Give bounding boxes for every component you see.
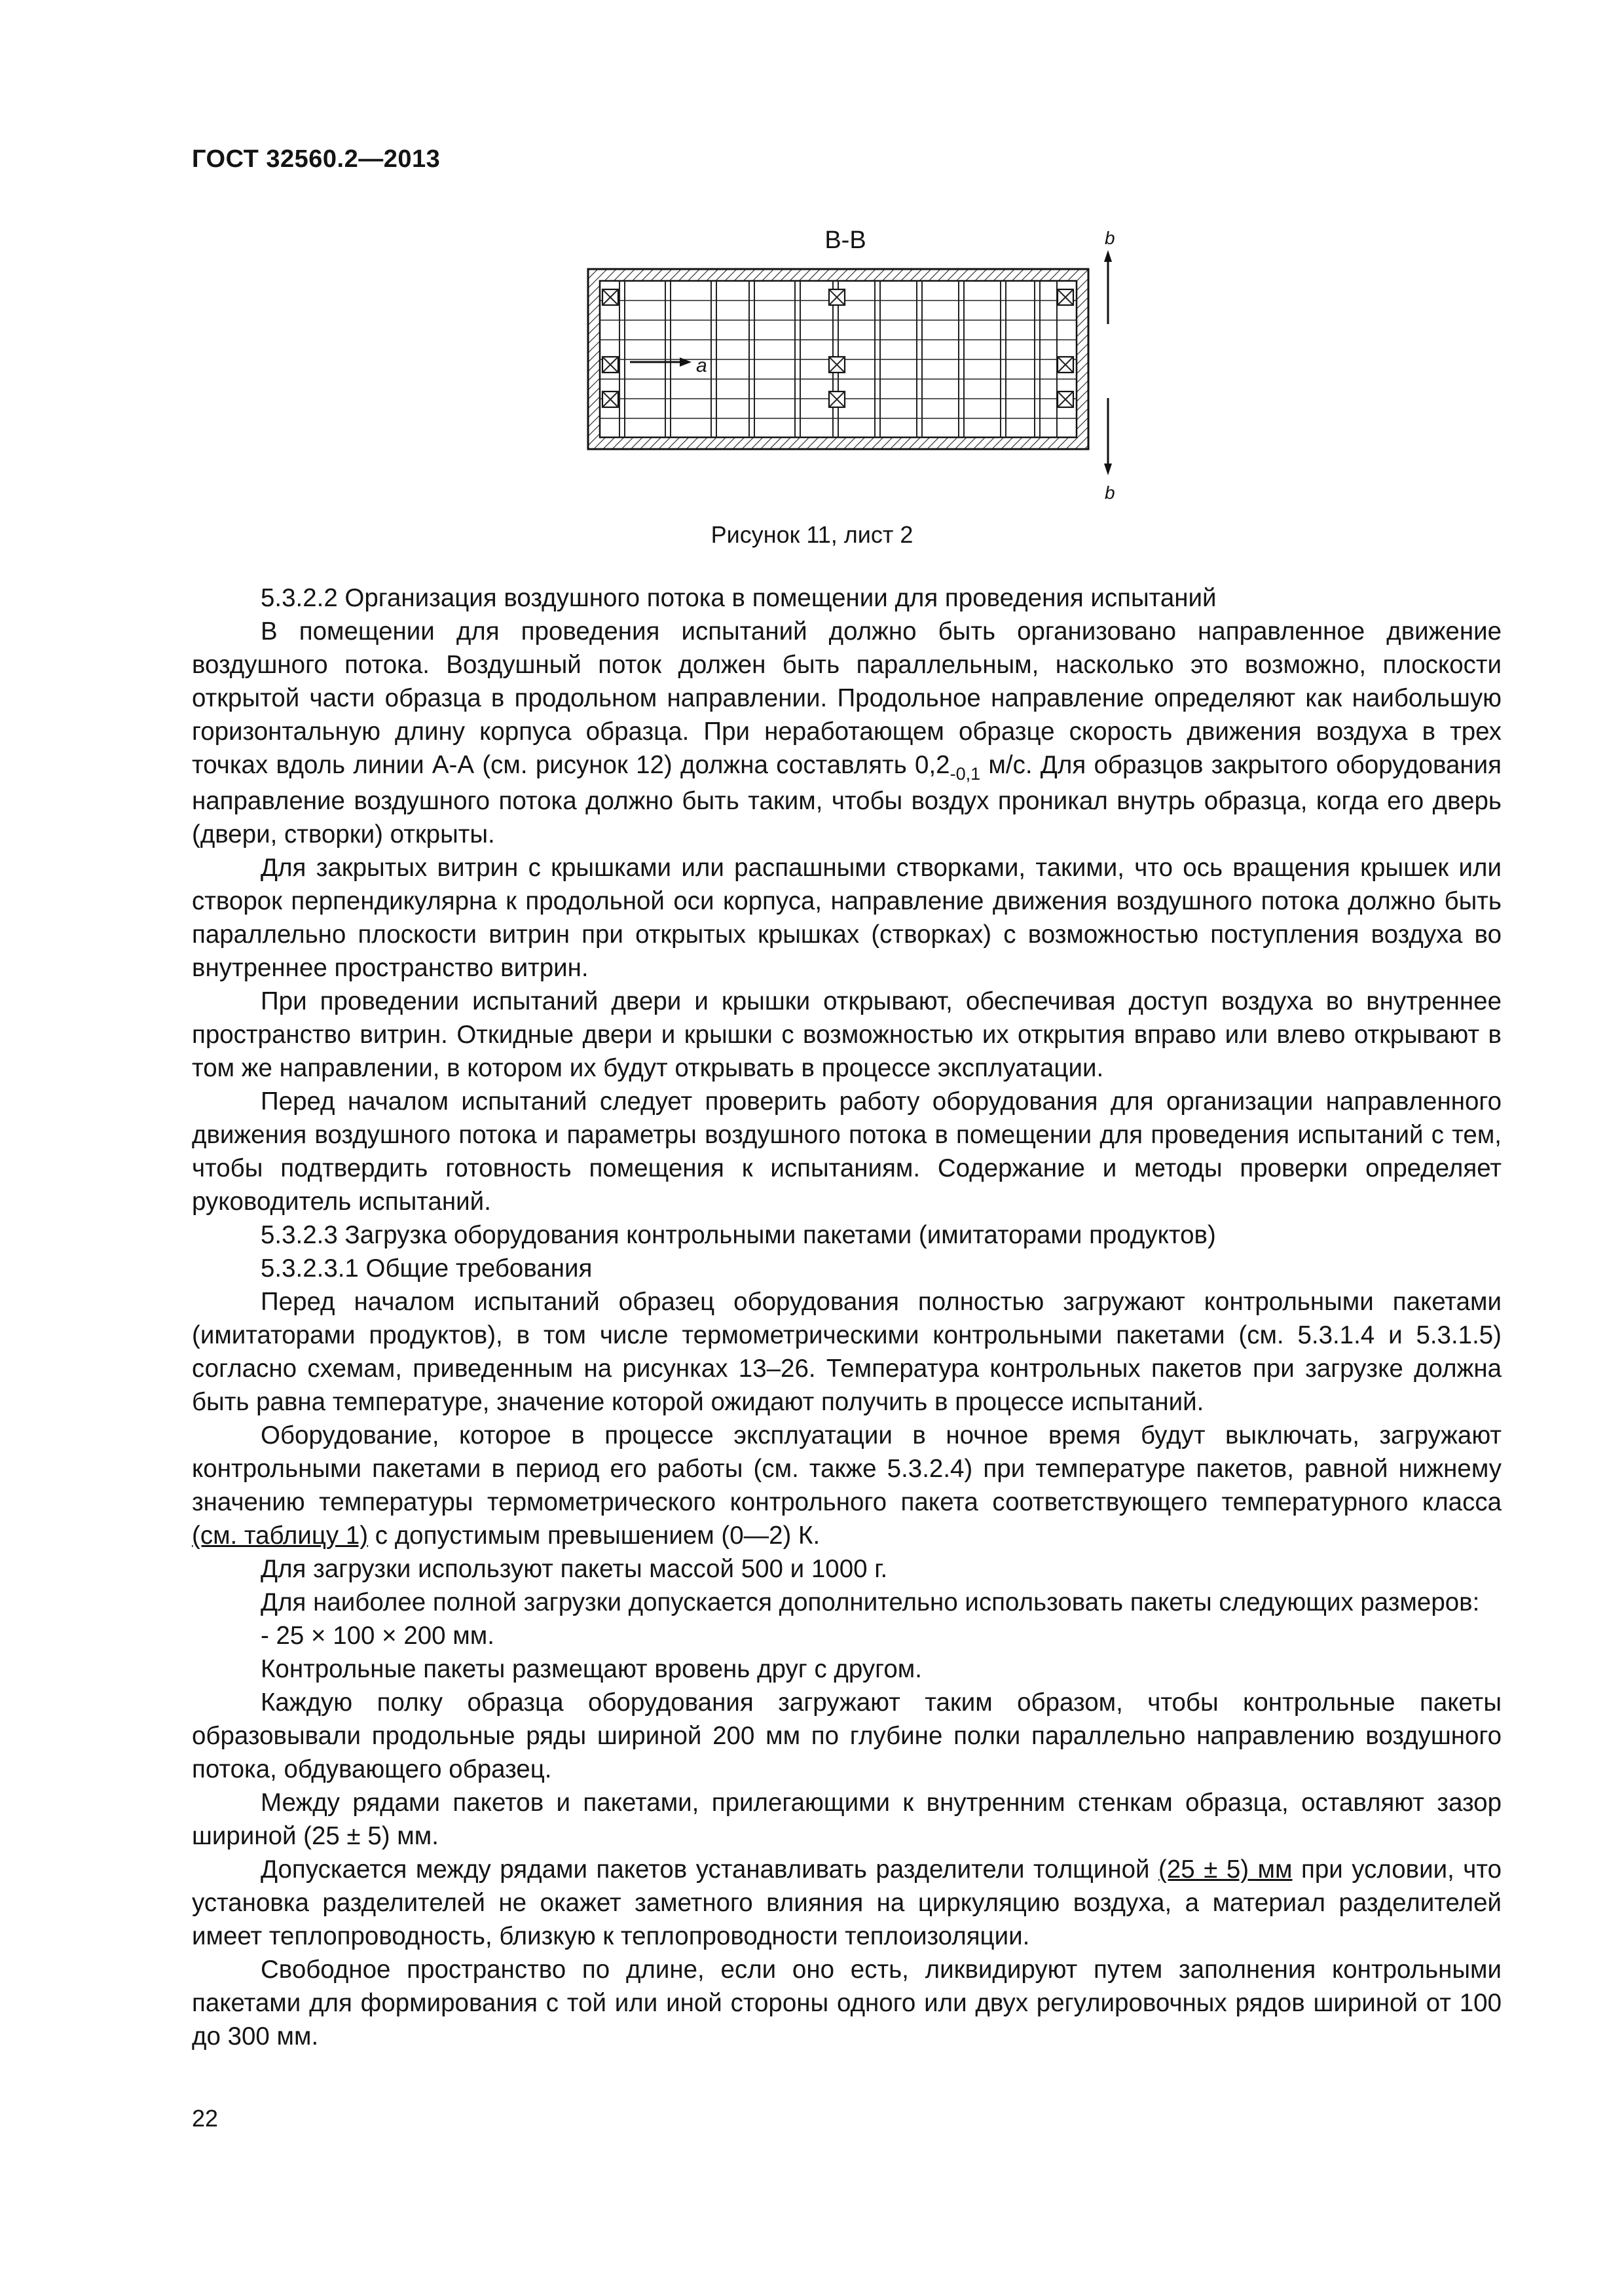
paragraph: При проведении испытаний двери и крышки открывают, обеспечивая доступ воздуха во внутреннее пространство витрин. Откидные двери и крышки с возможностью их открытия вправо или влево открывают в том же направлении, в котором их будут открывать в процессе эксплуатации. xyxy=(192,987,1502,1082)
underlined-value: (25 ± 5) мм xyxy=(1158,1855,1293,1884)
paragraph: 5.3.2.3.1 Общие требования xyxy=(261,1254,593,1283)
document-header: ГОСТ 32560.2—2013 xyxy=(192,145,441,173)
paragraph-text: Оборудование, которое в процессе эксплуатации в ночное время будут выключать, загружают контрольными пакетами в период его работы (см. также 5.3.2.4) при температуре пакетов, равной нижнему значению температуры термометрического контрольного пакета соответствующего температурного класса xyxy=(192,1421,1502,1516)
document-body xyxy=(192,581,1502,2053)
section-marker-top xyxy=(1104,228,1115,324)
paragraph: Перед началом испытаний следует проверить работу оборудования для организации направленного движения воздушного потока и параметры воздушного потока в помещении для проведения испытаний с тем, чтобы подтвердить готовность помещения к испытаниям. Содержание и методы проверки определяет руководитель испытаний. xyxy=(192,1087,1502,1216)
label-b-top: b xyxy=(1105,228,1115,248)
paragraph xyxy=(192,615,1502,851)
paragraph: - 25 × 100 × 200 мм. xyxy=(261,1622,494,1650)
paragraph: 5.3.2.3 Загрузка оборудования контрольными пакетами (имитаторами продуктов) xyxy=(261,1221,1216,1249)
section-label: В-В xyxy=(824,227,866,254)
paragraph: 5.3.2.2 Организация воздушного потока в помещении для проведения испытаний xyxy=(261,584,1217,612)
table-reference-link[interactable]: (см. таблицу 1) xyxy=(192,1522,369,1550)
paragraph-text: Допускается между рядами пакетов устанавливать разделители толщиной xyxy=(261,1855,1159,1884)
page-number: 22 xyxy=(192,2105,219,2132)
paragraph: Каждую полку образца оборудования загружают таким образом, чтобы контрольные пакеты образовывали продольные ряды шириной 200 мм по глубине полки параллельно направлению воздушного потока, обдувающего образец. xyxy=(192,1688,1502,1783)
paragraph: Для наиболее полной загрузки допускается дополнительно использовать пакеты следующих размеров: xyxy=(261,1588,1480,1616)
paragraph: Для закрытых витрин с крышками или распашными створками, такими, что ось вращения крышек или створок перпендикулярна к продольной оси корпуса, направление движения воздушного потока должно быть параллельно плоскости витрин при открытых крышках (створках) с возможностью поступления воздуха во внутреннее пространство витрин. xyxy=(192,854,1502,982)
arrow-label-a: a xyxy=(696,355,707,376)
paragraph-text: при условии, что установка разделителей не окажет заметного влияния на циркуляцию воздуха, а материал разделителей имеет теплопроводность, близкую к теплопроводности теплоизоляции. xyxy=(192,1855,1502,1950)
paragraph: Между рядами пакетов и пакетами, прилегающими к внутренним стенкам образца, оставляют зазор шириной (25 ± 5) мм. xyxy=(192,1789,1502,1850)
paragraph-text: В помещении для проведения испытаний должно быть организовано направленное движение воздушного потока. Воздушный поток должен быть параллельным, насколько это возможно, плоскости открытой части образца в продольном направлении. Продольное направление определяют как наибольшую горизонтальную длину корпуса образца. При неработающем образце скорость движения воздуха в трех точках вдоль линии А-А (см. рисунок 12) должна составлять 0,2 xyxy=(192,617,1502,779)
subscript-tolerance: -0,1 xyxy=(950,764,981,784)
label-b-bottom: b xyxy=(1105,483,1115,503)
paragraph: Контрольные пакеты размещают вровень друг с другом. xyxy=(261,1655,922,1683)
paragraph xyxy=(192,1853,1502,1953)
paragraph: Перед началом испытаний образец оборудования полностью загружают контрольными пакетами (имитаторами продуктов), в том числе термометрическими контрольными пакетами (см. 5.3.1.4 и 5.3.1.5) согласно схемам, приведенным на рисунках 13–26. Температура контрольных пакетов при загрузке должна быть равна температуре, значение которой ожидают получить в процессе испытаний. xyxy=(192,1288,1502,1416)
paragraph: Свободное пространство по длине, если оно есть, ликвидируют путем заполнения контрольными пакетами для формирования с той или иной стороны одного или двух регулировочных рядов шириной от 100 до 300 мм. xyxy=(192,1956,1502,2050)
paragraph-text: м/с. Для образцов закрытого оборудования направление воздушного потока должно быть таким, чтобы воздух проникал внутрь образца, когда его дверь (двери, створки) открыты. xyxy=(192,751,1502,848)
section-marker-bottom xyxy=(1104,398,1115,503)
figure-11-sheet-2 xyxy=(576,216,1153,517)
cabinet-section-diagram xyxy=(576,216,1153,517)
paragraph-text: с допустимым превышением (0—2) К. xyxy=(368,1522,821,1550)
paragraph xyxy=(192,1419,1502,1552)
paragraph: Для загрузки используют пакеты массой 500 и 1000 г. xyxy=(261,1555,888,1583)
figure-caption: Рисунок 11, лист 2 xyxy=(710,521,913,548)
